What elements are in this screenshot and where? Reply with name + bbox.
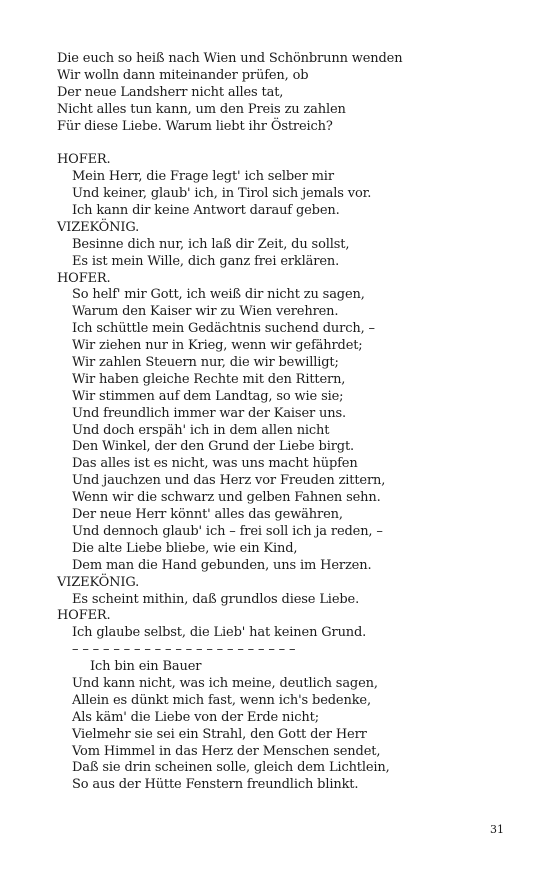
- verse-line: Und doch erspäh' ich in dem allen nicht: [72, 422, 330, 438]
- verse-line: Für diese Liebe. Warum liebt ihr Östreich?: [57, 118, 333, 134]
- verse-line: Der neue Herr könnt' alles das gewähren,: [72, 507, 343, 523]
- verse-line: Dem man die Hand gebunden, uns im Herzen.: [72, 557, 372, 573]
- verse-line: Allein es dünkt mich fast, wenn ich's bedenke,: [72, 692, 371, 708]
- verse-line: Besinne dich nur, ich laß dir Zeit, du sollst,: [72, 236, 350, 252]
- verse-line: Und keiner, glaub' ich, in Tirol sich jemals vor.: [72, 186, 372, 202]
- verse-line: Als käm' die Liebe von der Erde nicht;: [72, 709, 319, 725]
- speaker-name: VIZEKÖNIG.: [57, 219, 140, 235]
- stanza-gap: [57, 135, 517, 152]
- speaker-name: HOFER.: [57, 270, 111, 286]
- verse-line: Es ist mein Wille, dich ganz frei erklären.: [72, 253, 340, 269]
- verse-line: Ich bin ein Bauer: [90, 659, 202, 675]
- verse-line: Den Winkel, der den Grund der Liebe birgt.: [72, 439, 355, 455]
- verse-line: Und kann nicht, was ich meine, deutlich sagen,: [72, 675, 378, 691]
- verse-line: So helf' mir Gott, ich weiß dir nicht zu sagen,: [72, 287, 365, 303]
- omission-dash-line: – – – – – – – – – – – – – – – – – – – – – –: [72, 642, 296, 658]
- verse-line: Die alte Liebe bliebe, wie ein Kind,: [72, 540, 298, 556]
- speaker-name: HOFER.: [57, 152, 111, 168]
- verse-line: So aus der Hütte Fenstern freundlich blinkt.: [72, 777, 359, 793]
- verse-line: Mein Herr, die Frage legt' ich selber mir: [72, 169, 334, 185]
- verse-line: Und freundlich immer war der Kaiser uns.: [72, 405, 346, 421]
- verse-line: Ich schüttle mein Gedächtnis suchend durch, –: [72, 321, 375, 337]
- page-number: 31: [490, 823, 504, 836]
- verse-line: Und dennoch glaub' ich – frei soll ich ja reden, –: [72, 523, 383, 539]
- verse-line: Das alles ist es nicht, was uns macht hüpfen: [72, 456, 358, 472]
- book-page-text: [57, 51, 517, 794]
- verse-line: Die euch so heiß nach Wien und Schönbrunn wenden: [57, 51, 403, 66]
- speaker-name: VIZEKÖNIG.: [57, 574, 140, 590]
- verse-line: Wir ziehen nur in Krieg, wenn wir gefährdet;: [72, 338, 363, 354]
- verse-line: Vom Himmel in das Herz der Menschen sendet,: [72, 743, 381, 759]
- verse-line: Nicht alles tun kann, um den Preis zu zahlen: [57, 101, 346, 117]
- verse-line: Wir stimmen auf dem Landtag, so wie sie;: [72, 388, 344, 404]
- verse-line: Ich kann dir keine Antwort darauf geben.: [72, 203, 340, 219]
- verse-line: Wir haben gleiche Rechte mit den Rittern,: [72, 371, 346, 387]
- verse-line: Es scheint mithin, daß grundlos diese Liebe.: [72, 591, 360, 607]
- verse-line: Wir zahlen Steuern nur, die wir bewilligt;: [72, 355, 339, 371]
- verse-line: Ich glaube selbst, die Lieb' hat keinen Grund.: [72, 625, 367, 641]
- verse-line: Daß sie drin scheinen solle, gleich dem Lichtlein,: [72, 760, 390, 776]
- opening-verse: [57, 51, 517, 135]
- verse-line: Wir wolln dann miteinander prüfen, ob: [57, 67, 309, 83]
- verse-line: Vielmehr sie sei ein Strahl, den Gott der Herr: [72, 726, 367, 742]
- speaker-name: HOFER.: [57, 608, 111, 624]
- verse-line: Der neue Landsherr nicht alles tat,: [57, 84, 284, 100]
- verse-line: Warum den Kaiser wir zu Wien verehren.: [72, 304, 339, 320]
- verse-line: Und jauchzen und das Herz vor Freuden zittern,: [72, 473, 386, 489]
- verse-line: Wenn wir die schwarz und gelben Fahnen sehn.: [72, 490, 381, 506]
